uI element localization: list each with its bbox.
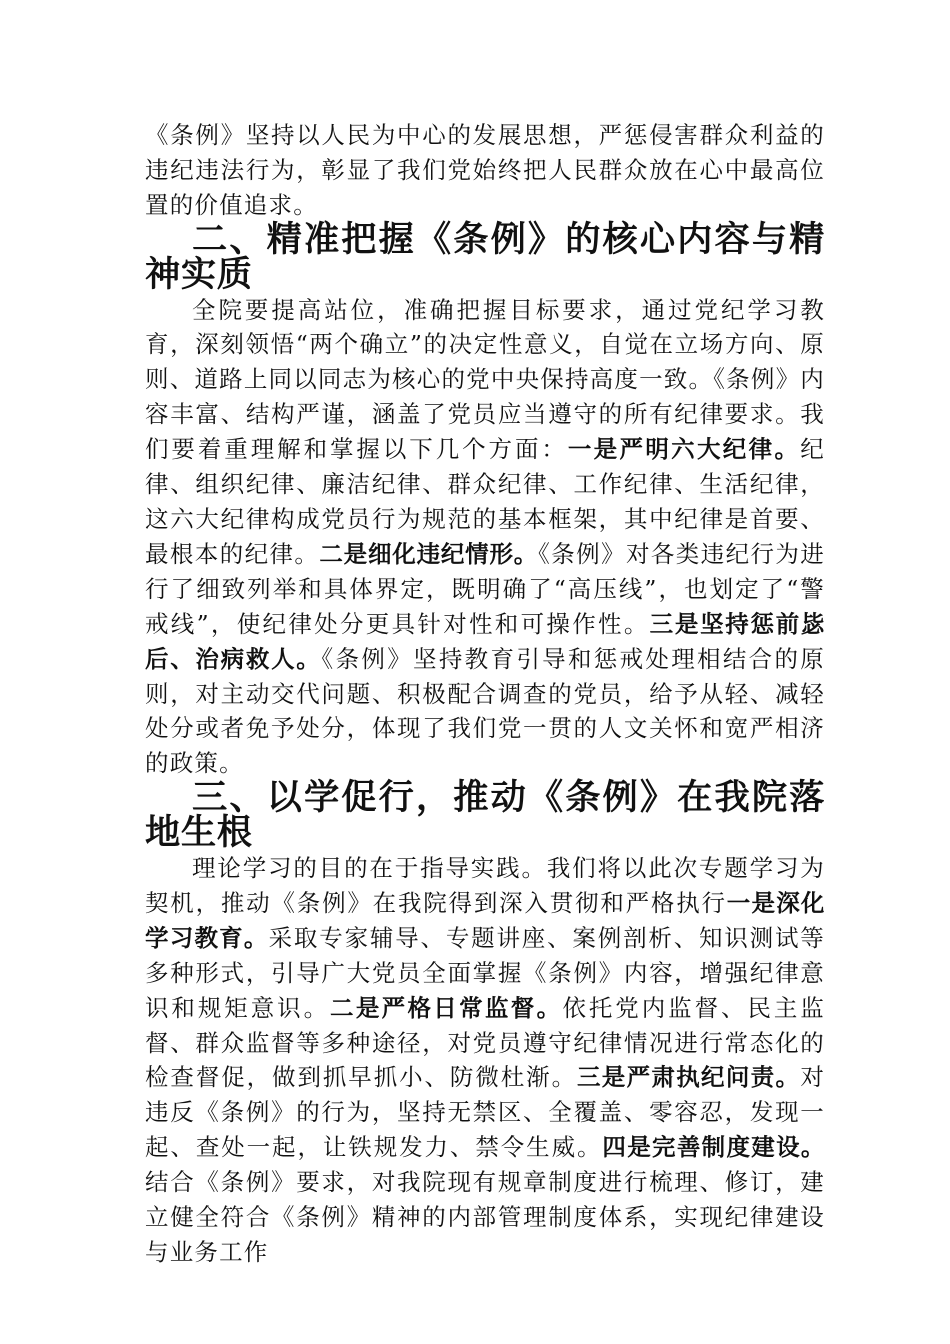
- emphasis-measure-3: 三是严肃执纪问责。: [577, 1063, 801, 1092]
- section-heading-3: 三、以学促行，推动《条例》在我院落地生根: [145, 777, 825, 854]
- paragraph-text: 全院要提高站位，准确把握目标要求，通过党纪学习教育，深刻领悟“两个确立”的决定性意义，自觉在立场方向、原则、道路上同以同志为核心的党中央保持高度一致。《条例》内容丰富、结构严谨，涵盖了党员应当遵守的所有纪律要求。我们要着重理解和掌握以下几个方面：: [145, 295, 825, 464]
- emphasis-measure-2: 二是严格日常监督。: [330, 993, 563, 1022]
- paragraph-text: 采取专家辅导、专题讲座、案例剖析、知识测试等多种形式，引导广大党员全面掌握《条例》内容，增强纪律意识和规矩意识。: [145, 923, 826, 1022]
- paragraph-core-content: [145, 293, 825, 782]
- paragraph-text: 依托党内监督、民主监督、群众监督等多种途径，对党员遵守纪律情况进行常态化的检查督促，做到抓早抓小、防微杜渐。: [145, 993, 826, 1092]
- paragraph-continuation: [145, 118, 825, 223]
- paragraph-implementation: [145, 851, 825, 1270]
- paragraph-text: 结合《条例》要求，对我院现有规章制度进行梳理、修订，建立健全符合《条例》精神的内部管理制度体系，实现纪律建设与业务工作: [145, 1168, 825, 1266]
- paragraph-text: 《条例》坚持以人民为中心的发展思想，严惩侵害群众利益的违纪违法行为，彰显了我们党始终把人民群众放在心中最高位置的价值追求。: [145, 121, 825, 219]
- emphasis-measure-1: 一是深化学习教育。: [145, 888, 825, 952]
- paragraph-text: 理论学习的目的在于指导实践。我们将以此次专题学习为契机，推动《条例》在我院得到深入贯彻和严格执行: [145, 854, 825, 917]
- emphasis-point-1: 一是严明六大纪律。: [567, 435, 801, 464]
- emphasis-point-3: 三是坚持惩前毖后、治病救人。: [145, 609, 825, 673]
- emphasis-measure-4: 四是完善制度建设。: [602, 1133, 825, 1162]
- paragraph-text: 《条例》坚持教育引导和惩戒处理相结合的原则，对主动交代问题、积极配合调查的党员，给予从轻、减轻处分或者免予处分，体现了我们党一贯的人文关怀和宽严相济的政策。: [145, 644, 826, 778]
- paragraph-text: 对违反《条例》的行为，坚持无禁区、全覆盖、零容忍，发现一起、查处一起，让铁规发力、禁令生威。: [145, 1063, 826, 1162]
- paragraph-text: 《条例》对各类违纪行为进行了细致列举和具体界定，既明确了“高压线”，也划定了“警戒线”，使纪律处分更具针对性和可操作性。: [145, 539, 825, 638]
- paragraph-text: 纪律、组织纪律、廉洁纪律、群众纪律、工作纪律、生活纪律，这六大纪律构成党员行为规范的基本框架，其中纪律是首要、最根本的纪律。: [145, 435, 825, 568]
- emphasis-point-2: 二是细化违纪情形。: [319, 539, 539, 568]
- document-page: [145, 118, 825, 1270]
- section-heading-2: 二、精准把握《条例》的核心内容与精神实质: [145, 218, 825, 295]
